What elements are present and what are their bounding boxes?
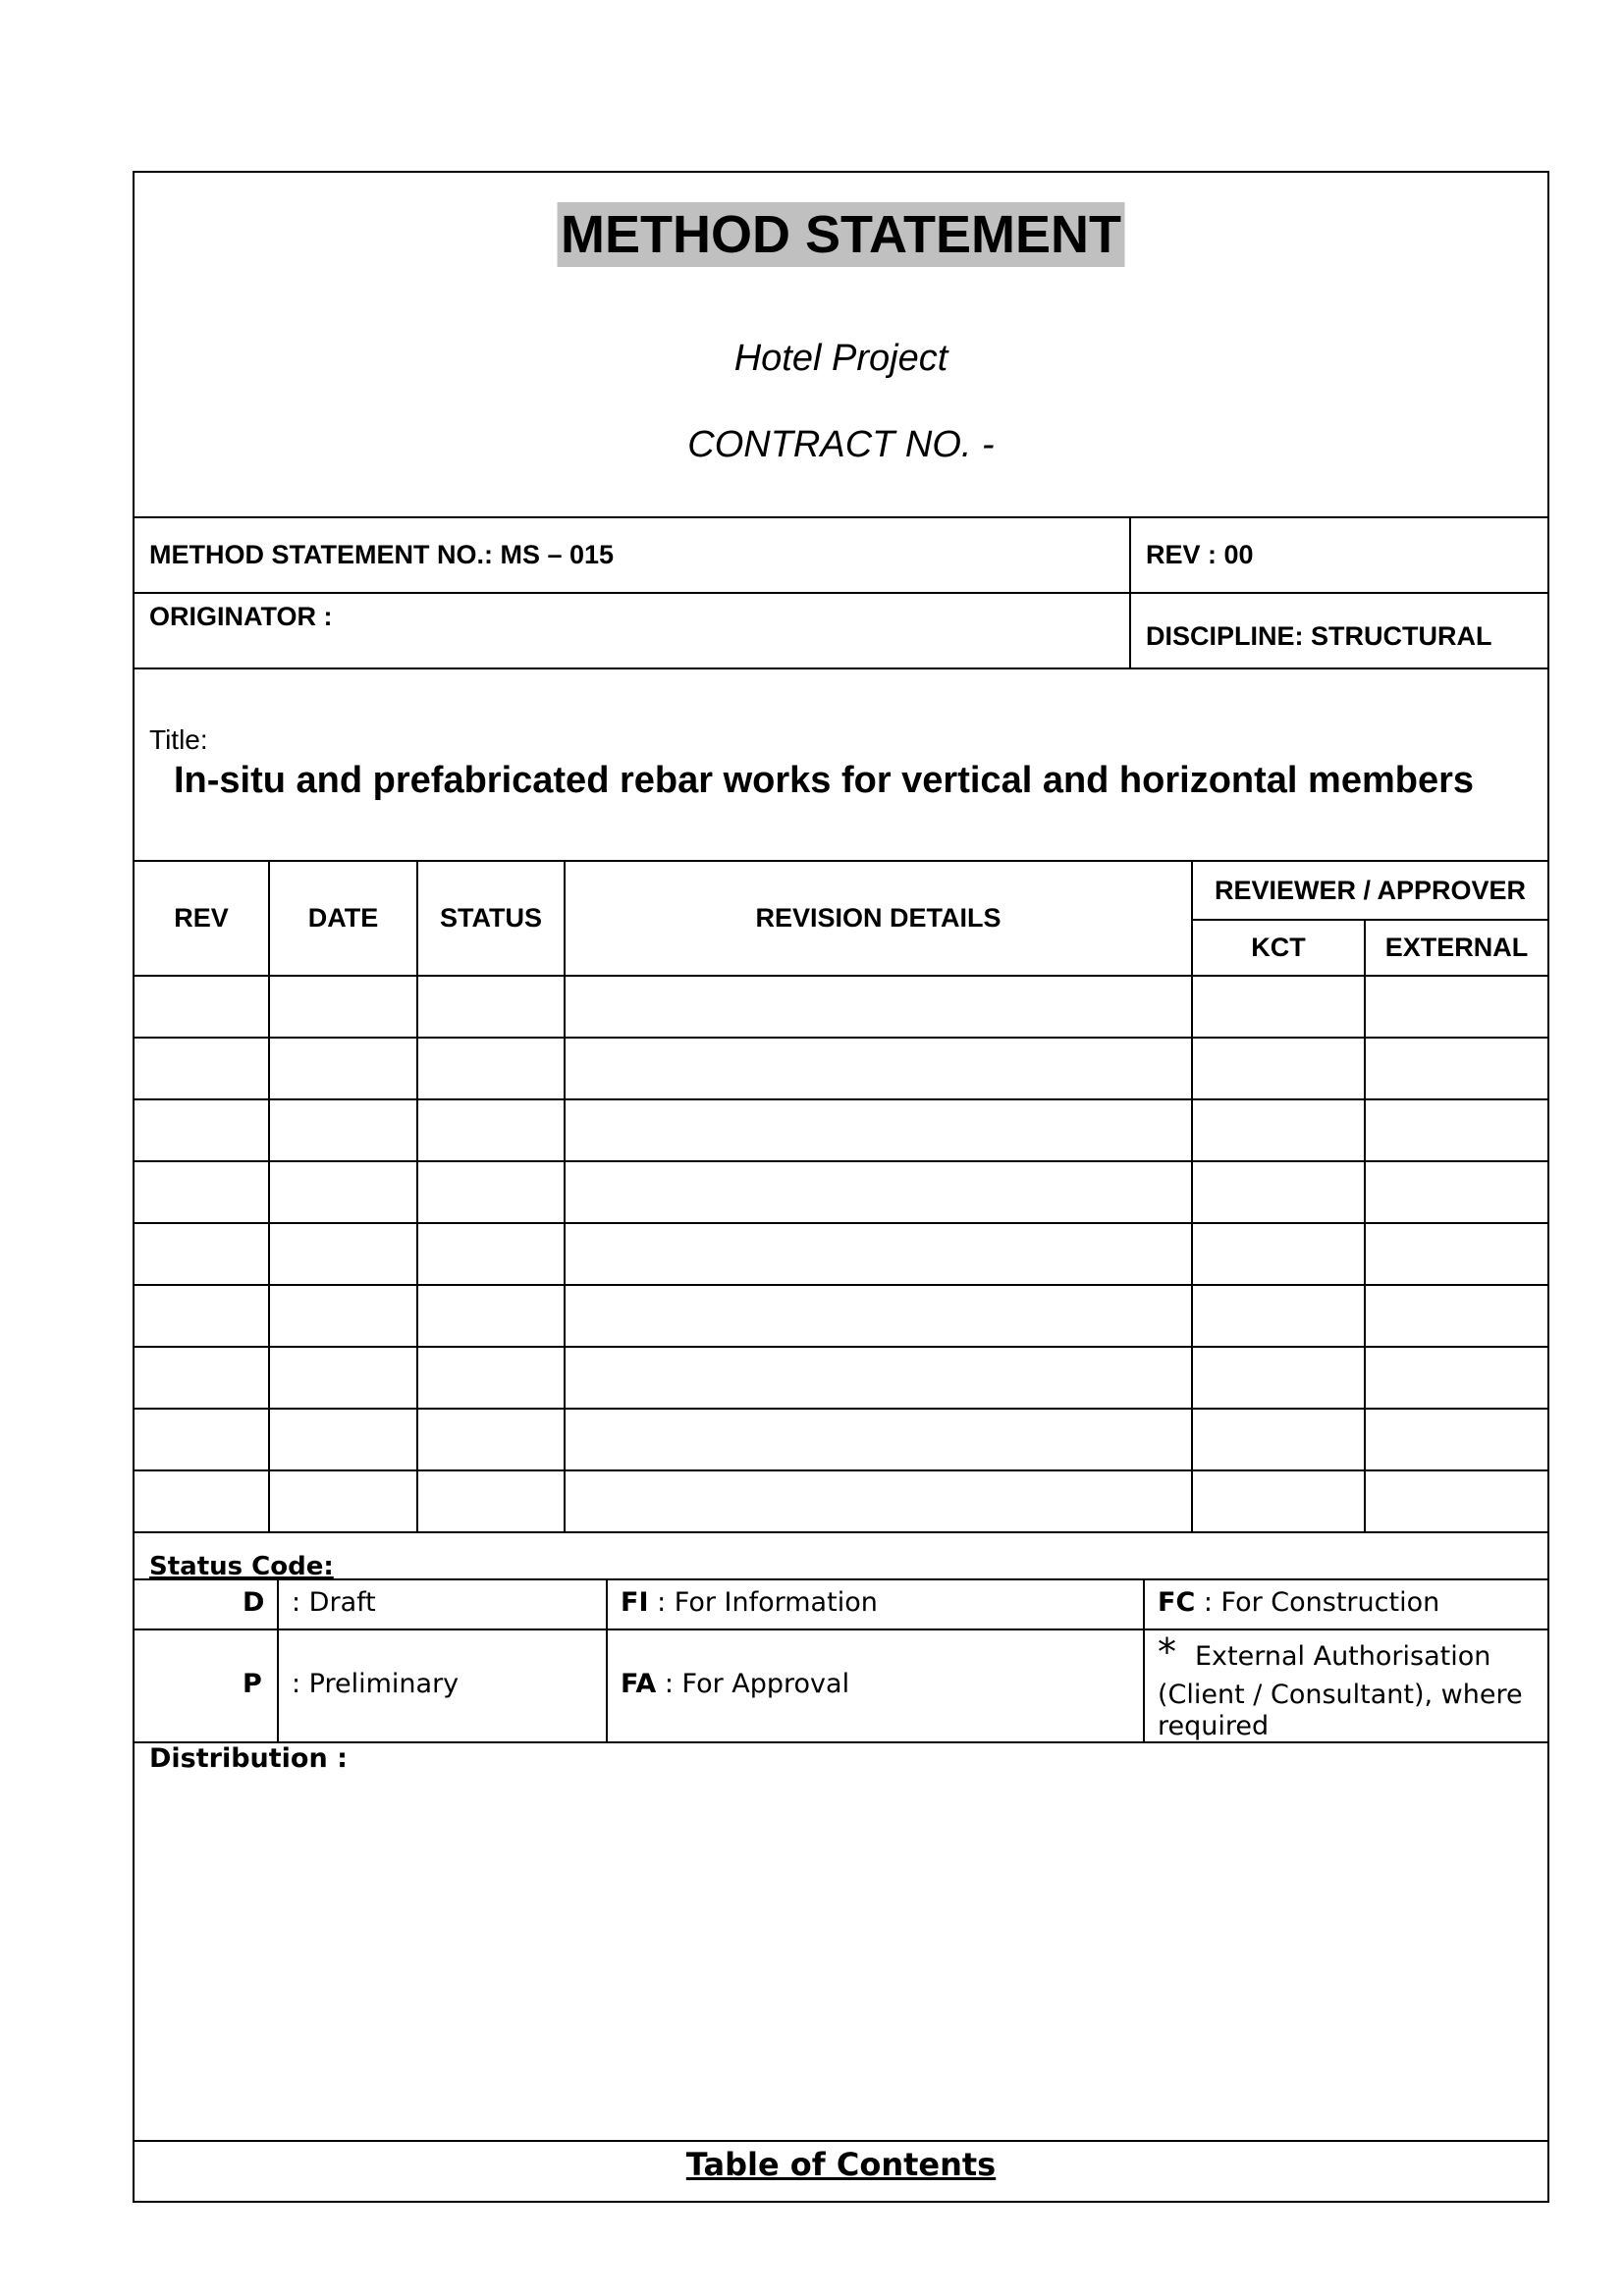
col-header-date: DATE	[269, 862, 417, 976]
table-cell[interactable]	[1192, 1099, 1365, 1161]
title-label: Title:	[149, 724, 208, 755]
table-cell[interactable]	[135, 1161, 269, 1223]
divider	[1143, 1578, 1145, 1741]
table-row	[135, 1409, 1547, 1470]
table-cell[interactable]	[1192, 1038, 1365, 1099]
table-cell[interactable]	[135, 1285, 269, 1347]
col-header-external: EXTERNAL	[1365, 920, 1547, 976]
originator-row	[135, 594, 1547, 669]
table-cell[interactable]	[269, 1038, 417, 1099]
table-cell[interactable]	[135, 976, 269, 1038]
status-code-fa: FA	[621, 1669, 657, 1699]
table-cell[interactable]	[269, 1409, 417, 1470]
table-cell[interactable]	[565, 1161, 1192, 1223]
external-authorisation-line3: required	[1158, 1711, 1270, 1741]
col-header-reviewer-approver: REVIEWER / APPROVER	[1192, 862, 1547, 920]
status-text-for-construction: : For Construction	[1195, 1587, 1440, 1618]
title-row	[135, 669, 1547, 862]
table-cell[interactable]	[1365, 1347, 1547, 1409]
table-row	[135, 1470, 1547, 1532]
external-authorisation-line1: External Authorisation	[1195, 1641, 1491, 1672]
table-cell[interactable]	[1365, 976, 1547, 1038]
header-block	[135, 173, 1547, 518]
table-cell[interactable]	[269, 1347, 417, 1409]
table-cell[interactable]	[135, 1038, 269, 1099]
asterisk-icon: *	[1158, 1630, 1176, 1674]
table-cell[interactable]	[565, 1099, 1192, 1161]
table-row	[135, 1347, 1547, 1409]
table-cell[interactable]	[269, 1223, 417, 1285]
table-row	[135, 1223, 1547, 1285]
table-cell[interactable]	[1365, 1409, 1547, 1470]
divider	[1129, 518, 1131, 592]
table-cell[interactable]	[1192, 976, 1365, 1038]
table-cell[interactable]	[565, 1038, 1192, 1099]
table-row	[135, 1285, 1547, 1347]
table-cell[interactable]	[417, 1285, 565, 1347]
table-cell[interactable]	[1192, 1347, 1365, 1409]
table-cell[interactable]	[565, 976, 1192, 1038]
table-cell[interactable]	[1365, 1038, 1547, 1099]
contract-number: CONTRACT NO. -	[687, 424, 995, 465]
originator-label: ORIGINATOR :	[149, 602, 333, 631]
status-text-for-information: : For Information	[648, 1587, 878, 1618]
status-fc	[1158, 1587, 1439, 1618]
divider	[1129, 594, 1131, 667]
table-cell[interactable]	[565, 1285, 1192, 1347]
divider	[135, 1578, 1547, 1580]
revision-table	[135, 862, 1547, 1533]
table-cell[interactable]	[565, 1470, 1192, 1532]
table-cell[interactable]	[417, 1470, 565, 1532]
table-cell[interactable]	[1192, 1409, 1365, 1470]
table-row	[135, 1099, 1547, 1161]
discipline: DISCIPLINE: STRUCTURAL	[1146, 621, 1492, 651]
table-cell[interactable]	[1365, 1161, 1547, 1223]
status-text-preliminary: : Preliminary	[292, 1669, 460, 1699]
document-title: METHOD STATEMENT	[557, 202, 1125, 267]
table-cell[interactable]	[1192, 1285, 1365, 1347]
table-cell[interactable]	[1365, 1285, 1547, 1347]
table-cell[interactable]	[1192, 1223, 1365, 1285]
col-header-rev: REV	[135, 862, 269, 976]
table-cell[interactable]	[135, 1470, 269, 1532]
status-code-p: P	[243, 1669, 262, 1699]
table-cell[interactable]	[269, 1470, 417, 1532]
status-text-draft: : Draft	[292, 1587, 376, 1618]
status-code-fi: FI	[621, 1587, 649, 1618]
title-value: In-situ and prefabricated rebar works for vertical and horizontal members	[174, 760, 1475, 801]
divider	[277, 1578, 279, 1741]
divider	[135, 2140, 1547, 2142]
revision-number: REV : 00	[1146, 540, 1254, 569]
table-cell[interactable]	[565, 1409, 1192, 1470]
table-cell[interactable]	[1192, 1161, 1365, 1223]
project-name: Hotel Project	[733, 338, 948, 379]
table-cell[interactable]	[1365, 1470, 1547, 1532]
table-cell[interactable]	[417, 976, 565, 1038]
external-authorisation-line2: (Client / Consultant), where	[1158, 1680, 1523, 1710]
col-header-status: STATUS	[417, 862, 565, 976]
status-code-title: Status Code:	[149, 1552, 334, 1581]
table-cell[interactable]	[269, 976, 417, 1038]
table-of-contents-heading: Table of Contents	[685, 2146, 997, 2183]
table-cell[interactable]	[417, 1161, 565, 1223]
distribution-label: Distribution :	[149, 1743, 348, 1774]
status-code-fc: FC	[1158, 1587, 1196, 1618]
table-cell[interactable]	[417, 1409, 565, 1470]
status-fa	[621, 1669, 849, 1699]
method-statement-form	[133, 171, 1549, 2203]
table-cell[interactable]	[1365, 1099, 1547, 1161]
table-cell[interactable]	[135, 1223, 269, 1285]
table-cell[interactable]	[269, 1285, 417, 1347]
table-row	[135, 976, 1547, 1038]
table-row	[135, 1161, 1547, 1223]
table-cell[interactable]	[1192, 1470, 1365, 1532]
table-cell[interactable]	[1365, 1223, 1547, 1285]
table-cell[interactable]	[417, 1347, 565, 1409]
table-cell[interactable]	[565, 1347, 1192, 1409]
table-cell[interactable]	[135, 1347, 269, 1409]
divider	[606, 1578, 608, 1741]
table-row	[135, 1038, 1547, 1099]
col-header-kct: KCT	[1192, 920, 1365, 976]
divider	[135, 1629, 1547, 1630]
ms-number-row	[135, 518, 1547, 594]
table-cell[interactable]	[417, 1223, 565, 1285]
ms-number: METHOD STATEMENT NO.: MS – 015	[149, 540, 615, 569]
table-cell[interactable]	[269, 1099, 417, 1161]
table-cell[interactable]	[135, 1409, 269, 1470]
table-cell[interactable]	[135, 1099, 269, 1161]
table-cell[interactable]	[565, 1223, 1192, 1285]
status-code-d: D	[243, 1587, 265, 1618]
table-cell[interactable]	[269, 1161, 417, 1223]
status-fi	[621, 1587, 878, 1618]
status-text-for-approval: : For Approval	[656, 1669, 850, 1699]
col-header-revision-details: REVISION DETAILS	[565, 862, 1192, 976]
table-cell[interactable]	[417, 1038, 565, 1099]
table-cell[interactable]	[417, 1099, 565, 1161]
